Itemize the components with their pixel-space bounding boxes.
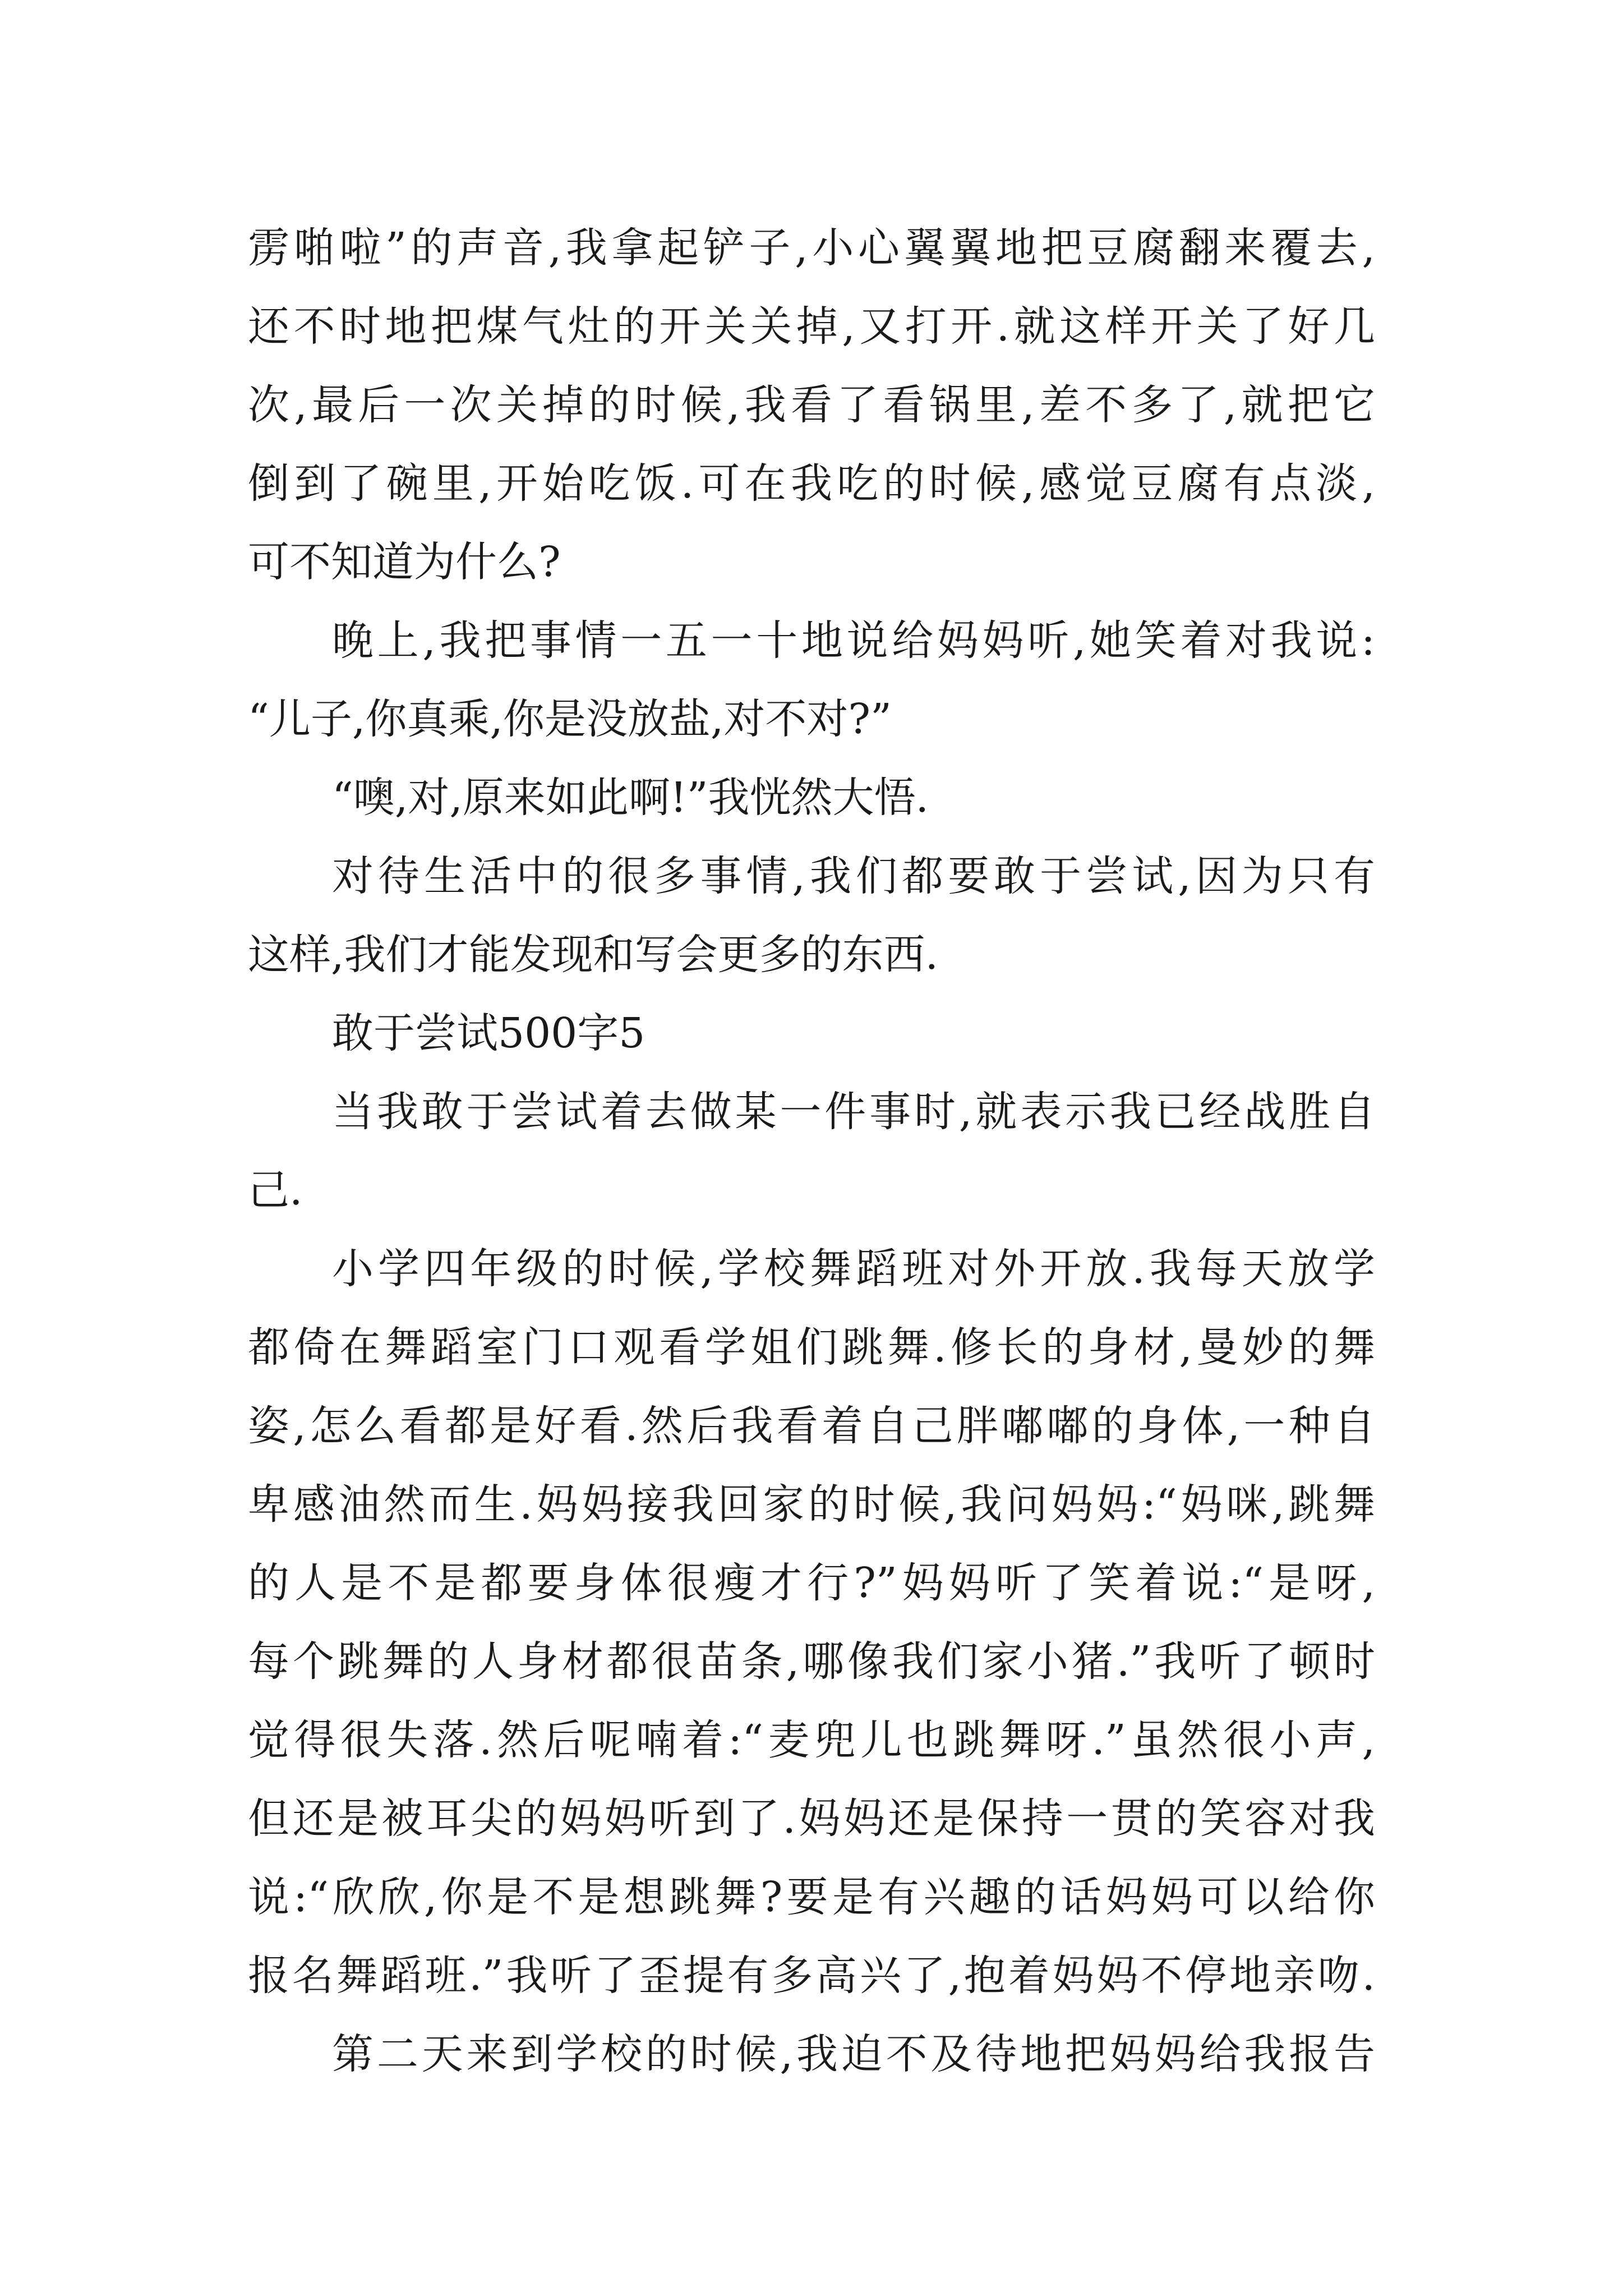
text-line: “噢,对,原来如此啊!”我恍然大悟.: [332, 774, 929, 822]
text-line: 还不时地把煤气灶的开关关掉,又打开.就这样开关了好几: [248, 302, 1375, 351]
text-line: 每个跳舞的人身材都很苗条,哪像我们家小猪.”我听了顿时: [248, 1637, 1375, 1686]
text-line: 己.: [248, 1166, 303, 1214]
text-line: 卑感油然而生.妈妈接我回家的时候,我问妈妈:“妈咪,跳舞: [248, 1480, 1375, 1529]
text-line: 说:“欣欣,你是不是想跳舞?要是有兴趣的话妈妈可以给你: [248, 1873, 1375, 1921]
text-line: 报名舞蹈班.”我听了歪提有多高兴了,抱着妈妈不停地亲吻.: [248, 1952, 1375, 2000]
text-line: 觉得很失落.然后呢喃着:“麦兜儿也跳舞呀.”虽然很小声,: [248, 1716, 1375, 1764]
section-heading: 敢于尝试500字5: [332, 1009, 645, 1057]
text-line: “儿子,你真乘,你是没放盐,对不对?”: [248, 695, 892, 743]
text-line: 晚上,我把事情一五一十地说给妈妈听,她笑着对我说:: [332, 616, 1375, 665]
text-line: 次,最后一次关掉的时候,我看了看锅里,差不多了,就把它: [248, 381, 1375, 429]
text-line: 但还是被耳尖的妈妈听到了.妈妈还是保持一贯的笑容对我: [248, 1795, 1375, 1843]
text-line: 姿,怎么看都是好看.然后我看着自己胖嘟嘟的身体,一种自: [248, 1402, 1375, 1450]
text-line: 的人是不是都要身体很瘦才行?”妈妈听了笑着说:“是呀,: [248, 1559, 1375, 1607]
text-line: 倒到了碗里,开始吃饭.可在我吃的时候,感觉豆腐有点淡,: [248, 459, 1375, 508]
text-line: 可不知道为什么?: [248, 538, 561, 586]
text-line: 雳啪啦”的声音,我拿起铲子,小心翼翼地把豆腐翻来覆去,: [248, 224, 1375, 272]
text-line: 第二天来到学校的时候,我迫不及待地把妈妈给我报告: [332, 2030, 1375, 2078]
text-line: 当我敢于尝试着去做某一件事时,就表示我已经战胜自: [332, 1088, 1375, 1136]
text-line: 小学四年级的时候,学校舞蹈班对外开放.我每天放学: [332, 1245, 1375, 1293]
text-line: 这样,我们才能发现和写会更多的东西.: [248, 931, 939, 979]
text-line: 都倚在舞蹈室门口观看学姐们跳舞.修长的身材,曼妙的舞: [248, 1323, 1375, 1372]
text-line: 对待生活中的很多事情,我们都要敢于尝试,因为只有: [332, 852, 1375, 900]
